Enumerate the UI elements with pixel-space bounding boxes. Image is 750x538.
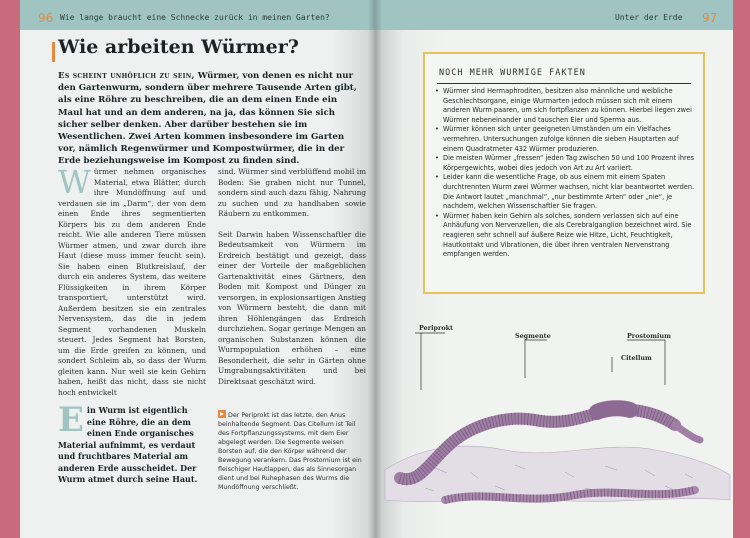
facts-divider [437, 83, 691, 84]
body-text-1: ürmer nehmen organisches Material, etwa Blätter, durch ihre Mundöffnung auf und verdauen sie im „Darm“, der von dem einen Ende ihres segmentierten Körpers bis zu dem anderen Ende reicht. Wie alle anderen Tiere müssen Würmer atmen, und zwar durch ihre Haut (diese muss immer feucht sein). Sie haben einen Blutkreislauf, der durch ein anderes System, das weitere Flüssigkeiten in ihrem Körper transportiert, unterstützt wird. Außerdem besitzen sie ein zentrales Nervensystem, das die in jedem Segment vorhandenen Muskeln steuert. Jedes Segment hat Borsten, um die Erde greifen zu können, und sondert Schleim ab, so dass der Wurm gleiten kann. Nur weil sie kein Gehirn haben, heißt das nicht, dass sie nicht hoch entwickelt [58, 167, 206, 397]
page-title: Wie arbeiten Würmer? [58, 36, 299, 58]
fact-item: • Würmer sind Hermaphroditen, besitzen also männliche und weibliche Geschlechtsorgane, einige Wurmarten jedoch müssen sich mit einem anderen Wurm paaren, um sich fortpflanzen zu können. Hierbei liegen zwei Würmer nebeneinander und tauschen Eier und Sperma aus. [435, 87, 697, 125]
fact-item: • Die meisten Würmer „fressen“ jeden Tag zwischen 50 und 100 Prozent ihres Körpergewichts, wobei dies jedoch von Art zu Art variiert. [435, 154, 697, 173]
fact-item: • Leider kann die wesentliche Frage, ob aus einem mit einem Spaten durchtrennten Wurm zwei Würmer wachsen, nicht klar beantwortet werden. Die Antwort lautet „manchmal“, „nur bestimmte Arten“ oder „nie“, je nachdem, welchen Wissenschaftler Sie fragen. [435, 173, 697, 211]
prostomium-leader [627, 340, 665, 385]
label-segmente: Segmente [515, 332, 551, 340]
fact-item: • Würmer haben kein Gehirn als solches, sondern verlassen sich auf eine Anhäufung von Nervenzellen, die als Cerebralganglion bezeichnet wird. Sie reagieren sehr schnell auf äußere Reize wie Hitze, Licht, Feuchtigkeit, Hautkontakt und Vibrationen, die über ihren ventralen Nervenstrang empfangen werden. [435, 212, 697, 260]
label-periprokt: Periprokt [419, 324, 453, 332]
drop-cap: W [58, 163, 91, 201]
quote-text: in Wurm ist eigentlich eine Röhre, die an dem einen Ende organisches Material aufnimmt, es verdaut und fruchtbares Material am anderen Erde ausscheidet. Der Wurm atmet durch seine Haut. [58, 405, 198, 484]
worm-clitellum [597, 408, 630, 412]
facts-list [435, 87, 697, 260]
intro-lead: Es scheint unhöflich zu sein, [58, 71, 195, 81]
illustration-caption [218, 410, 368, 492]
right-page [375, 0, 733, 538]
running-head: Unter der Erde [615, 13, 683, 22]
body-column-2 [218, 167, 366, 387]
intro-paragraph [58, 70, 363, 168]
page-number: 96 [38, 11, 54, 25]
worm-illustration [375, 300, 733, 538]
facts-title: NOCH MEHR WURMIGE FAKTEN [439, 68, 586, 78]
facts-box [423, 52, 705, 294]
left-page [20, 0, 375, 538]
fact-item: • Würmer können sich unter geeigneten Umständen um ein Vielfaches vermehren. Untersuchungen zufolge können die sieben Hauptarten auf einem Quadratmeter 432 Würmer produzieren. [435, 125, 697, 154]
running-head: Wie lange braucht eine Schnecke zurück in meinen Garten? [60, 13, 330, 22]
caption-arrow-icon [218, 410, 226, 418]
quote-drop-cap: E [58, 400, 84, 440]
pull-quote [58, 400, 206, 486]
caption-text: Der Periprokt ist das letzte, den Anus beinhaltende Segment. Das Citellum ist Teil des Fortpflanzungssystems, mit dem Eier abgelegt werden. Die Segmente weisen Borsten auf, die den Körper während der Bewegung verankern. Das Prostomium ist ein fleischiger Hautlappen, das als Sinnesorgan dient und bei Ruhephasen des Wurms die Mundöffnung verschließt. [218, 412, 362, 491]
title-accent [52, 42, 55, 62]
body-column-1 [58, 163, 206, 398]
body-text-2a: sind. Würmer sind verblüffend mobil im Boden: Sie graben nicht nur Tunnel, sondern sind auch dazu fähig, Nahrung zu suchen und zu handhaben sowie Räubern zu entkommen. [218, 167, 366, 218]
label-prostomium: Prostomium [627, 332, 671, 340]
page-number: 97 [702, 11, 718, 25]
book-gutter [368, 0, 382, 538]
body-text-2b: Seit Darwin haben Wissenschaftler die Bedeutsamkeit von Würmern im Erdreich bestätigt und gezeigt, dass einer der Vorteile der maßgeblichen Gartenaktivität eines Gärtners, den Boden mit Kompost und Dünger zu versorgen, in explosionsartigen Anstieg von Würmern besteht, die dann mit ihren Höhlengängen das Erdreich durchziehen. Sogar geringe Mengen an organischen Substanzen können die Wurmpopulation erhöhen – eine Besonderheit, die sehr in Gärten ohne Umgrabungsaktivitäten und bei Direktsaat geschätzt wird. [218, 229, 366, 386]
label-citellum: Citellum [621, 354, 652, 362]
intro-text: Würmer, von denen es nicht nur den Gartenwurm, sondern über mehrere Tausende Arten gibt, als eine Röhre zu beschreiben, die an dem einen Ende ein Maul hat und an dem anderen, na ja, das können Sie sich sicher selber denken. Aber darüber bestehen sie im Wesentlichen. Zwei Arten kommen insbesondere im Garten vor, nämlich Regenwürmer und Kompostwürmer, die in der Erde beziehungsweise im Kompost zu finden sind. [58, 71, 357, 167]
worm-head [675, 425, 700, 440]
